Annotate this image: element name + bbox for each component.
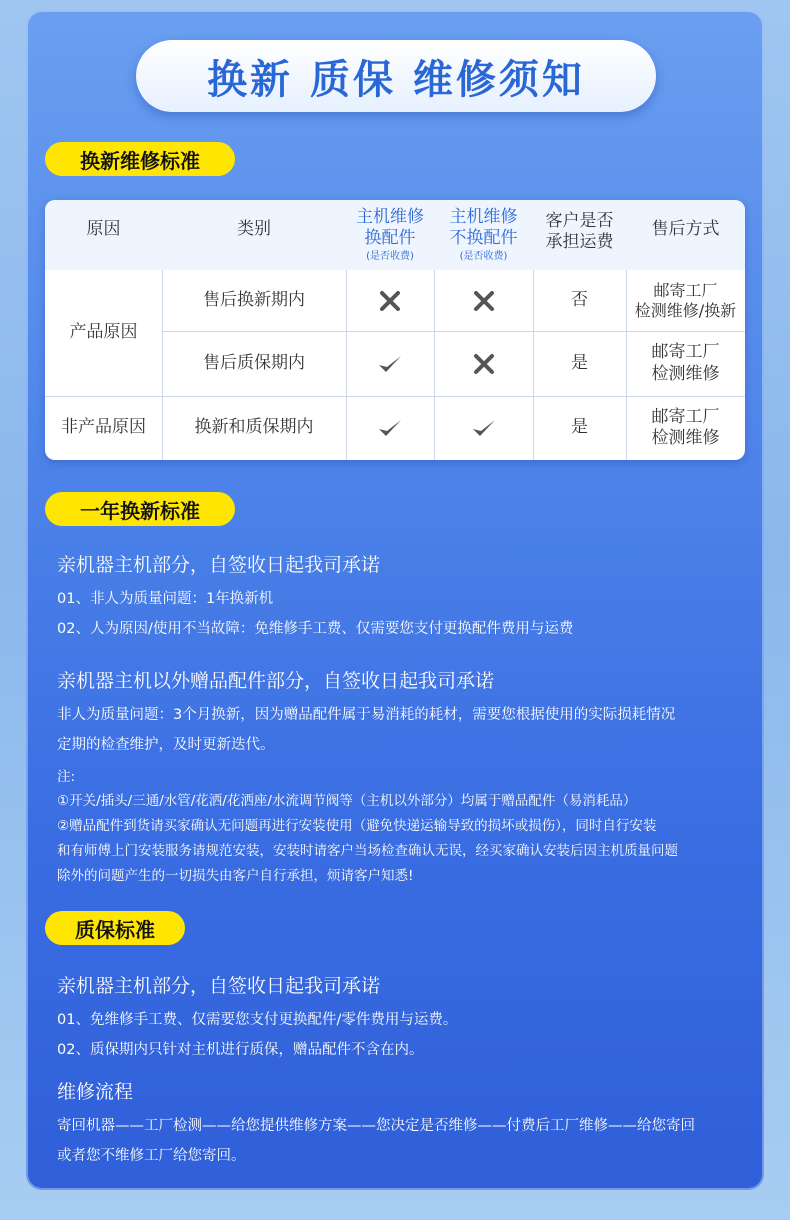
- check-icon: [346, 396, 434, 460]
- warranty-heading: 亲机器主机部分，自签收日起我司承诺: [57, 975, 381, 997]
- table-row-2-category: 售后质保期内: [203, 352, 305, 373]
- table-row-3-service: 邮寄工厂 检测维修: [651, 406, 720, 448]
- one-year-para-line-2: 定期的检查维护，及时更新迭代。: [57, 737, 275, 753]
- table-row-3-category: 换新和质保期内: [194, 417, 314, 438]
- check-icon: [346, 331, 434, 396]
- table-row-1-category: 售后换新期内: [203, 289, 305, 310]
- table-row-1-shipping: 否: [571, 289, 588, 310]
- section-tag-warranty: 质保标准: [45, 911, 185, 945]
- section-tag-standard: 换新维修标准: [45, 142, 235, 176]
- repair-line-2: 或者您不维修工厂给您寄回。: [57, 1148, 246, 1164]
- cross-icon: [434, 270, 533, 331]
- section-tag-one-year: 一年换新标准: [45, 492, 235, 526]
- table-row-2-shipping: 是: [571, 352, 588, 373]
- note-2-line-3: 除外的问题产生的一切损失由客户自行承担，烦请客户知悉!: [57, 868, 414, 884]
- repair-heading: 维修流程: [57, 1081, 134, 1103]
- service-table: [45, 200, 745, 460]
- notice-card: [26, 10, 764, 1190]
- one-year-item-1: 01、非人为质量问题：1年换新机: [57, 591, 274, 607]
- repair-line-1: 寄回机器——工厂检测——给您提供维修方案——您决定是否维修——付费后工厂维修——给您寄回: [57, 1118, 695, 1134]
- one-year-heading-2: 亲机器主机以外赠品配件部分，自签收日起我司承诺: [57, 670, 495, 692]
- table-row-1-service: 邮寄工厂 检测维修/换新: [634, 280, 737, 320]
- check-icon: [434, 396, 533, 460]
- reason-product: 产品原因: [69, 322, 138, 343]
- title-banner: [136, 40, 656, 112]
- header-host-replace-note: (是否收费): [366, 251, 414, 262]
- table-row-3-shipping: 是: [571, 417, 588, 438]
- note-2-line-1: ②赠品配件到货请买家确认无问题再进行安装使用（避免快递运输导致的损坏或损伤），同时自行安装: [57, 818, 657, 834]
- header-host-no-replace: [434, 200, 533, 270]
- header-host-no-replace-label: 主机维修 不换配件: [449, 206, 518, 248]
- header-host-replace: [346, 200, 434, 270]
- page-title: 换新 质保 维修须知: [207, 56, 585, 103]
- header-category: 类别: [237, 219, 271, 240]
- note-label: 注:: [57, 769, 76, 785]
- warranty-item-2: 02、质保期内只针对主机进行质保，赠品配件不含在内。: [57, 1042, 424, 1058]
- header-service: 售后方式: [651, 219, 720, 240]
- one-year-item-2: 02、人为原因/使用不当故障：免维修手工费、仅需要您支付更换配件费用与运费: [57, 621, 574, 637]
- header-reason: 原因: [86, 219, 121, 240]
- one-year-para-line-1: 非人为质量问题：3个月换新，因为赠品配件属于易消耗的耗材，需要您根据使用的实际损耗情况: [57, 707, 676, 723]
- header-host-no-replace-note: (是否收费): [459, 251, 508, 262]
- header-customer-shipping: 客户是否 承担运费: [545, 210, 614, 252]
- table-row-2-service: 邮寄工厂 检测维修: [651, 342, 720, 384]
- warranty-item-1: 01、免维修手工费、仅需要您支付更换配件/零件费用与运费。: [57, 1012, 458, 1028]
- cross-icon: [434, 331, 533, 396]
- note-2-line-2: 和有师傅上门安装服务请规范安装，安装时请客户当场检查确认无误，经买家确认安装后因主机质量问题: [57, 843, 678, 859]
- reason-non-product: 非产品原因: [61, 417, 146, 438]
- one-year-heading-1: 亲机器主机部分，自签收日起我司承诺: [57, 554, 381, 576]
- header-host-replace-label: 主机维修 换配件: [356, 206, 424, 248]
- note-1: ①开关/插头/三通/水管/花洒/花洒座/水流调节阀等（主机以外部分）均属于赠品配件（易消耗品）: [57, 793, 637, 809]
- cross-icon: [346, 270, 434, 331]
